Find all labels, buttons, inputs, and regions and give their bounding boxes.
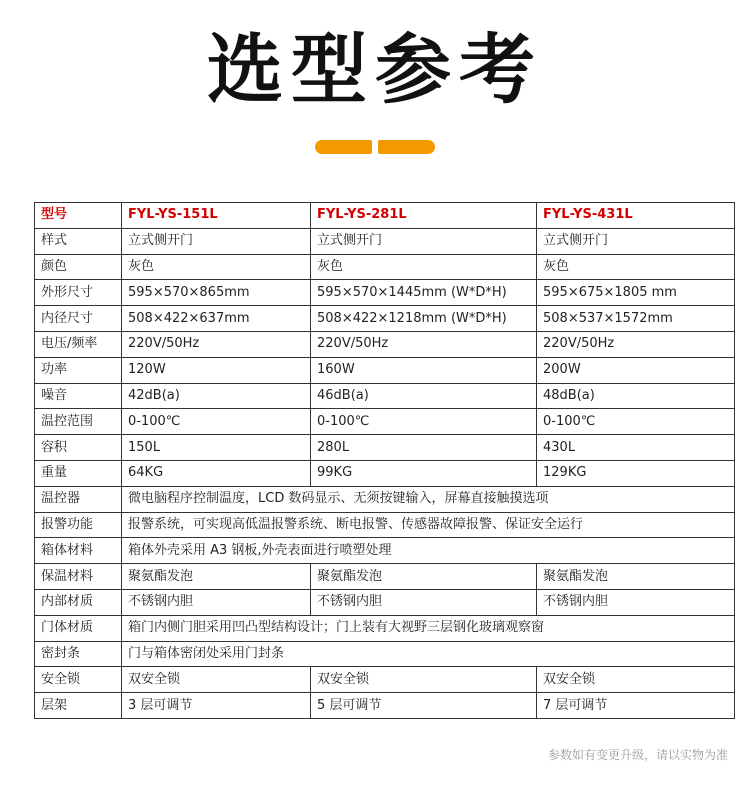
spec-table-body: [35, 203, 735, 719]
row-value: 灰色: [311, 254, 537, 280]
title-underline-decoration: [0, 140, 750, 154]
table-row: [35, 693, 735, 719]
row-value: 双安全锁: [311, 667, 537, 693]
row-value: 46dB(a): [311, 383, 537, 409]
header-model-1: FYL-YS-151L: [122, 203, 311, 229]
row-label: 容积: [35, 435, 122, 461]
row-value: 595×570×865mm: [122, 280, 311, 306]
row-value: 220V/50Hz: [311, 331, 537, 357]
footnote: 参数如有变更升级，请以实物为准: [547, 748, 728, 762]
underline-pill-right: [378, 140, 435, 154]
row-label: 密封条: [35, 641, 122, 667]
table-row: [35, 331, 735, 357]
table-row: [35, 486, 735, 512]
row-label: 颜色: [35, 254, 122, 280]
header-label: 型号: [35, 203, 122, 229]
table-row: [35, 589, 735, 615]
row-label: 温控范围: [35, 409, 122, 435]
row-value: 0-100℃: [537, 409, 735, 435]
row-value: 280L: [311, 435, 537, 461]
table-row: [35, 409, 735, 435]
row-label: 内径尺寸: [35, 306, 122, 332]
row-value: 聚氨酯发泡: [537, 564, 735, 590]
row-label: 重量: [35, 460, 122, 486]
row-value: 120W: [122, 357, 311, 383]
row-value: 220V/50Hz: [122, 331, 311, 357]
row-label: 报警功能: [35, 512, 122, 538]
header-model-2: FYL-YS-281L: [311, 203, 537, 229]
row-value: 508×422×637mm: [122, 306, 311, 332]
row-value: 64KG: [122, 460, 311, 486]
row-value: 0-100℃: [311, 409, 537, 435]
row-value: 200W: [537, 357, 735, 383]
row-label: 安全锁: [35, 667, 122, 693]
table-row: [35, 512, 735, 538]
row-value: 99KG: [311, 460, 537, 486]
row-label: 温控器: [35, 486, 122, 512]
table-row: [35, 615, 735, 641]
row-value: 508×537×1572mm: [537, 306, 735, 332]
row-value: 灰色: [122, 254, 311, 280]
row-label: 外形尺寸: [35, 280, 122, 306]
row-value: 595×570×1445mm (W*D*H): [311, 280, 537, 306]
row-label: 功率: [35, 357, 122, 383]
row-value: 430L: [537, 435, 735, 461]
underline-pill-left: [315, 140, 372, 154]
row-value: 0-100℃: [122, 409, 311, 435]
row-value: 129KG: [537, 460, 735, 486]
row-value: 门与箱体密闭处采用门封条: [122, 641, 735, 667]
table-row: [35, 228, 735, 254]
row-value: 不锈钢内胆: [537, 589, 735, 615]
table-row: [35, 667, 735, 693]
row-value: 立式侧开门: [311, 228, 537, 254]
row-value: 48dB(a): [537, 383, 735, 409]
row-value: 5 层可调节: [311, 693, 537, 719]
table-header-row: [35, 203, 735, 229]
spec-table: [34, 202, 735, 719]
row-value: 220V/50Hz: [537, 331, 735, 357]
row-value: 508×422×1218mm (W*D*H): [311, 306, 537, 332]
row-value: 不锈钢内胆: [311, 589, 537, 615]
row-value: 灰色: [537, 254, 735, 280]
table-row: [35, 564, 735, 590]
page-title: 选型参考: [207, 25, 543, 114]
row-value: 立式侧开门: [122, 228, 311, 254]
row-label: 层架: [35, 693, 122, 719]
row-value: 7 层可调节: [537, 693, 735, 719]
table-row: [35, 280, 735, 306]
table-row: [35, 254, 735, 280]
row-value: 595×675×1805 mm: [537, 280, 735, 306]
row-value: 报警系统，可实现高低温报警系统、断电报警、传感器故障报警、保证安全运行: [122, 512, 735, 538]
row-value: 双安全锁: [537, 667, 735, 693]
table-row: [35, 435, 735, 461]
row-label: 样式: [35, 228, 122, 254]
row-value: 箱体外壳采用 A3 钢板,外壳表面进行喷塑处理: [122, 538, 735, 564]
row-label: 电压/频率: [35, 331, 122, 357]
row-value: 微电脑程序控制温度，LCD 数码显示、无须按键输入，屏幕直接触摸选项: [122, 486, 735, 512]
row-label: 噪音: [35, 383, 122, 409]
table-row: [35, 641, 735, 667]
table-row: [35, 538, 735, 564]
row-value: 42dB(a): [122, 383, 311, 409]
row-value: 不锈钢内胆: [122, 589, 311, 615]
table-row: [35, 306, 735, 332]
table-row: [35, 357, 735, 383]
row-value: 立式侧开门: [537, 228, 735, 254]
row-label: 保温材料: [35, 564, 122, 590]
row-value: 聚氨酯发泡: [311, 564, 537, 590]
row-value: 160W: [311, 357, 537, 383]
row-label: 内部材质: [35, 589, 122, 615]
row-label: 门体材质: [35, 615, 122, 641]
table-row: [35, 460, 735, 486]
row-value: 3 层可调节: [122, 693, 311, 719]
row-value: 箱门内侧门胆采用凹凸型结构设计；门上装有大视野三层钢化玻璃观察窗: [122, 615, 735, 641]
row-value: 聚氨酯发泡: [122, 564, 311, 590]
header-model-3: FYL-YS-431L: [537, 203, 735, 229]
row-value: 150L: [122, 435, 311, 461]
table-row: [35, 383, 735, 409]
row-label: 箱体材料: [35, 538, 122, 564]
row-value: 双安全锁: [122, 667, 311, 693]
